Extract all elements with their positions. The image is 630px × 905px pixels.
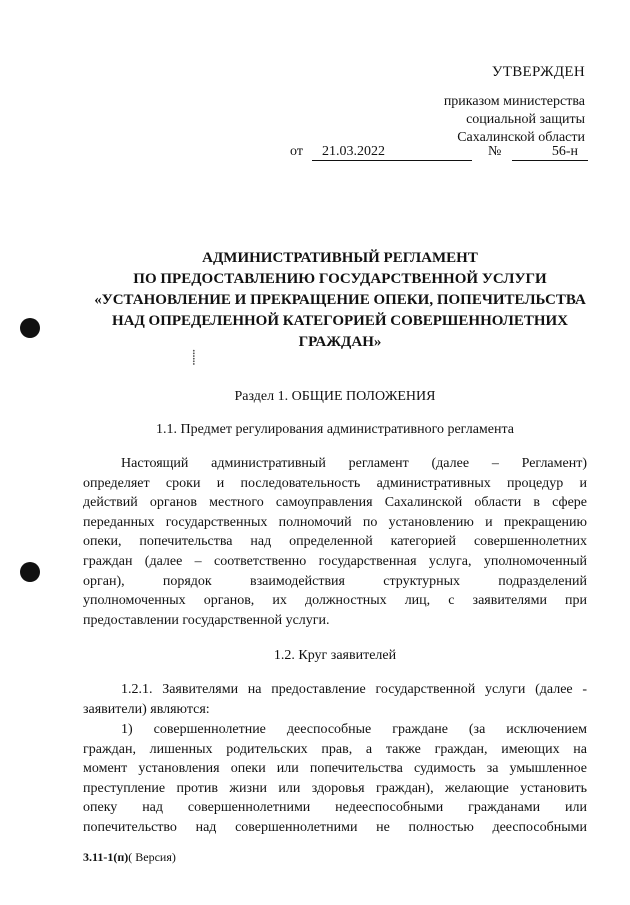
paragraph-line: предоставлении государственной услуги. <box>83 612 330 628</box>
order-date-line <box>290 144 590 162</box>
paragraph-line: определяет сроки и последовательность административных процедур и <box>83 475 587 491</box>
paragraph-line: опеки, попечительства над определенной категорией совершеннолетних <box>83 534 587 550</box>
title-line: АДМИНИСТРАТИВНЫЙ РЕГЛАМЕНТ <box>202 250 478 266</box>
order-line-2: социальной защиты <box>466 112 585 127</box>
section-heading: Раздел 1. ОБЩИЕ ПОЛОЖЕНИЯ <box>234 389 436 404</box>
paragraph-line: преступление против жизни или здоровья граждан), желающие установить <box>83 780 587 796</box>
document-footer <box>83 850 176 865</box>
punch-hole-top <box>20 318 40 338</box>
title-line: «УСТАНОВЛЕНИЕ И ПРЕКРАЩЕНИЕ ОПЕКИ, ПОПЕЧИТЕЛЬСТВА <box>94 292 586 308</box>
approval-order-block <box>385 93 585 147</box>
number-prefix: № <box>488 144 502 159</box>
document-version: ( Версия) <box>128 850 176 864</box>
approval-stamp-title: УТВЕРЖДЕН <box>491 64 585 80</box>
order-line-3: Сахалинской области <box>457 130 585 145</box>
paragraph-line: уполномоченных органов, их должностных лиц, с заявителями при <box>83 593 587 609</box>
document-title <box>60 248 620 353</box>
punch-hole-bottom <box>20 562 40 582</box>
paragraph-line: момент установления опеки или попечительства судимость за умышленное <box>83 761 587 777</box>
title-line: ПО ПРЕДОСТАВЛЕНИЮ ГОСУДАРСТВЕННОЙ УСЛУГИ <box>133 271 547 287</box>
paragraph-line: опеку над совершеннолетними недееспособными гражданами или <box>83 800 587 816</box>
paragraph-line: переданных государственных полномочий по установлению и прекращению <box>83 514 587 530</box>
order-number: 56-н <box>512 144 588 161</box>
paragraph-2 <box>83 680 587 719</box>
paragraph-line: действий органов местного самоуправления Сахалинской области в сфере <box>83 495 587 511</box>
document-code: 3.11-1(п) <box>83 850 129 864</box>
paragraph-line: 1.2.1. Заявителями на предоставление государственной услуги (далее - <box>121 682 587 697</box>
paragraph-line: граждан (далее – соответственно государственная услуга, уполномоченный <box>83 553 587 569</box>
paragraph-line: граждан, лишенных родительских прав, а также граждан, имеющих на <box>83 741 587 757</box>
subsection-heading-2: 1.2. Круг заявителей <box>273 648 397 663</box>
scan-mark: ⸽ <box>192 351 196 366</box>
paragraph-line: 1) совершеннолетние дееспособные граждане (за исключением <box>121 722 587 737</box>
order-date: 21.03.2022 <box>312 144 472 161</box>
paragraph-line: заявители) являются: <box>83 701 210 717</box>
paragraph-line: Настоящий административный регламент (далее – Регламент) <box>121 456 587 471</box>
subsection-heading-1: 1.1. Предмет регулирования административного регламента <box>156 422 514 437</box>
paragraph-3 <box>83 720 587 838</box>
title-line: НАД ОПРЕДЕЛЕННОЙ КАТЕГОРИЕЙ СОВЕРШЕННОЛЕТНИХ <box>111 313 569 329</box>
paragraph-1 <box>83 454 587 630</box>
paragraph-line: попечительство над совершеннолетними не полностью дееспособными <box>83 819 587 835</box>
title-line: ГРАЖДАН» <box>298 334 382 350</box>
date-prefix: от <box>290 144 303 159</box>
order-line-1: приказом министерства <box>443 94 585 109</box>
paragraph-line: орган), порядок взаимодействия структурных подразделений <box>83 573 587 589</box>
